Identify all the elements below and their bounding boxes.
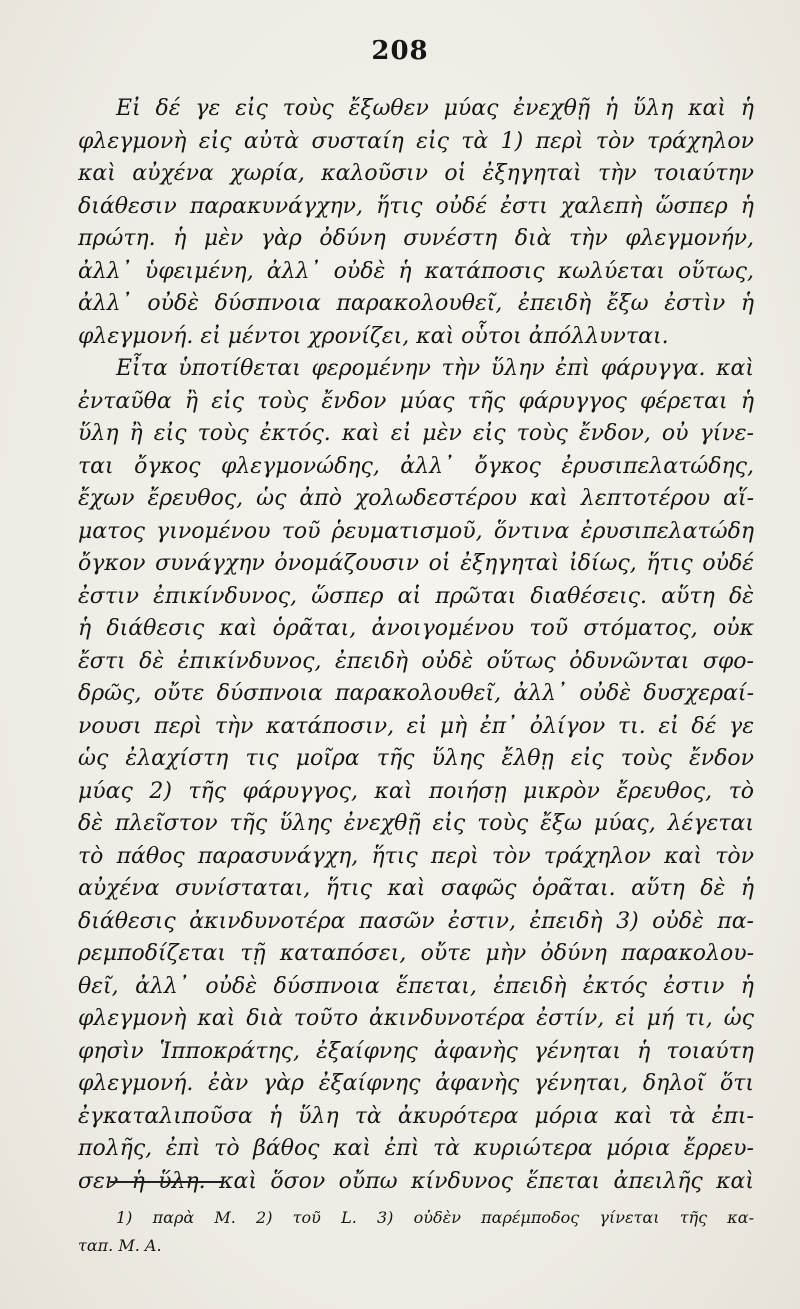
text-line: φησὶν Ἱπποκράτης, ἐξαίφνης ἀφανὴς γένηται ἡ τοιαύτη [78, 1038, 754, 1064]
text-line: φλεγμονή. εἰ μέντοι χρονίζει, καὶ οὗτοι ἀπόλλυνται. [78, 323, 669, 349]
text-line: μύας 2) τῆς φάρυγγος, καὶ ποιήσῃ μικρὸν ἔρευθος, τὸ [78, 778, 754, 804]
footnote-line: ταπ. Μ. Α. [78, 1236, 162, 1255]
text-line: ἡ διάθεσις καὶ ὁρᾶται, ἀνοιγομένου τοῦ στόματος, οὐκ [78, 616, 754, 641]
text-line: φλεγμονή. ἐὰν γὰρ ἐξαίφνης ἀφανὴς γένηται, δηλοῖ ὅτι [78, 1071, 754, 1096]
paragraph-1 [78, 93, 754, 353]
text-line: ρεμποδίζεται τῇ καταπόσει, οὔτε μὴν ὀδύνη παρακολου- [78, 941, 754, 966]
text-line: σεν ἡ ὕλη. καὶ ὅσον οὔπω κίνδυνος ἕπεται ἀπειλῆς καὶ [78, 1168, 754, 1194]
page-number: 208 [371, 36, 429, 66]
text-line: αὐχένα συνίσταται, ἥτις καὶ σαφῶς ὁρᾶται. αὕτη δὲ ἡ [78, 876, 754, 901]
text-line: νουσι περὶ τὴν κατάποσιν, εἰ μὴ ἐπ᾽ ὀλίγον τι. εἰ δέ γε [78, 713, 754, 739]
paragraph-2 [78, 353, 754, 1198]
text-line: καὶ αὐχένα χωρία, καλοῦσιν οἱ ἐξηγηταὶ τὴν τοιαύτην [78, 161, 754, 186]
text-line: διάθεσιν παρακυνάγχην, ἥτις οὐδέ ἐστι χαλεπὴ ὥσπερ ἡ [78, 193, 754, 219]
text-line: ἐστιν ἐπικίνδυνος, ὥσπερ αἱ πρῶται διαθέσεις. αὕτη δὲ [78, 583, 754, 609]
text-line: ὡς ἐλαχίστη τις μοῖρα τῆς ὕλης ἔλθῃ εἰς τοὺς ἔνδον [78, 746, 754, 771]
text-line: ματος γινομένου τοῦ ῥευματισμοῦ, ὅντινα ἐρυσιπελατώδη [78, 518, 754, 544]
text-line: πολῆς, ἐπὶ τὸ βάθος καὶ ἐπὶ τὰ κυριώτερα μόρια ἔρρευ- [78, 1136, 754, 1161]
text-line: ὄγκον συνάγχην ὀνομάζουσιν οἱ ἐξηγηταὶ ἰδίως, ἥτις οὐδέ [78, 551, 754, 576]
text-line: ὕλη ἢ εἰς τοὺς ἐκτός. καὶ εἰ μὲν εἰς τοὺς ἔνδον, οὐ γίνε- [78, 421, 754, 446]
text-line: δὲ πλεῖστον τῆς ὕλης ἐνεχθῇ εἰς τοὺς ἔξω μύας, λέγεται [78, 811, 754, 836]
text-line: ἐνταῦθα ἢ εἰς τοὺς ἔνδον μύας τῆς φάρυγγος φέρεται ἡ [78, 388, 754, 414]
text-line: ἀλλ᾽ ὑφειμένη, ἀλλ᾽ οὐδὲ ἡ κατάποσις κωλύεται οὕτως, [78, 258, 754, 284]
footnote-line: 1) παρὰ Μ. 2) τοῦ L. 3) οὐδὲν παρέμποδος γίνεται τῆς κα- [116, 1208, 754, 1227]
text-line: ἔστι δὲ ἐπικίνδυνος, ἐπειδὴ οὐδὲ οὕτως ὀδυνῶνται σφο- [78, 648, 754, 674]
text-line: Εἰ δέ γε εἰς τοὺς ἔξωθεν μύας ἐνεχθῇ ἡ ὕλη καὶ ἡ [116, 96, 754, 121]
text-line: φλεγμονὴ εἰς αὐτὰ συσταίη εἰς τὰ 1) περὶ τὸν τράχηλον [78, 128, 754, 154]
text-line: ται ὄγκος φλεγμονώδης, ἀλλ᾽ ὄγκος ἐρυσιπελατώδης, [78, 453, 754, 479]
text-line: τὸ πάθος παρασυνάγχη, ἥτις περὶ τὸν τράχηλον καὶ τὸν [78, 843, 754, 869]
text-line: πρώτη. ἡ μὲν γὰρ ὀδύνη συνέστη διὰ τὴν φλεγμονήν, [78, 226, 754, 251]
text-line: ἐγκαταλιποῦσα ἡ ὕλη τὰ ἀκυρότερα μόρια καὶ τὰ ἐπι- [78, 1103, 754, 1129]
body-text [78, 93, 754, 1198]
text-line: δρῶς, οὔτε δύσπνοια παρακολουθεῖ, ἀλλ᾽ οὐδὲ δυσχεραί- [78, 681, 754, 706]
text-line: θεῖ, ἀλλ᾽ οὐδὲ δύσπνοια ἕπεται, ἐπειδὴ ἐκτός ἐστιν ἡ [78, 973, 754, 999]
text-line: Εἶτα ὑποτίθεται φερομένην τὴν ὕλην ἐπὶ φάρυγγα. καὶ [116, 356, 754, 381]
text-line: διάθεσις ἀκινδυνοτέρα πασῶν ἐστιν, ἐπειδὴ 3) οὐδὲ πα- [78, 908, 754, 934]
footnote-rule [110, 1181, 222, 1183]
footnotes [78, 1204, 754, 1260]
text-line: φλεγμονὴ καὶ διὰ τοῦτο ἀκινδυνοτέρα ἐστίν, εἰ μή τι, ὡς [78, 1006, 754, 1031]
text-line: ἀλλ᾽ οὐδὲ δύσπνοια παρακολουθεῖ, ἐπειδὴ ἔξω ἐστὶν ἡ [78, 291, 754, 316]
text-line: ἔχων ἔρευθος, ὡς ἀπὸ χολωδεστέρου καὶ λεπτοτέρου αἵ- [78, 486, 754, 511]
